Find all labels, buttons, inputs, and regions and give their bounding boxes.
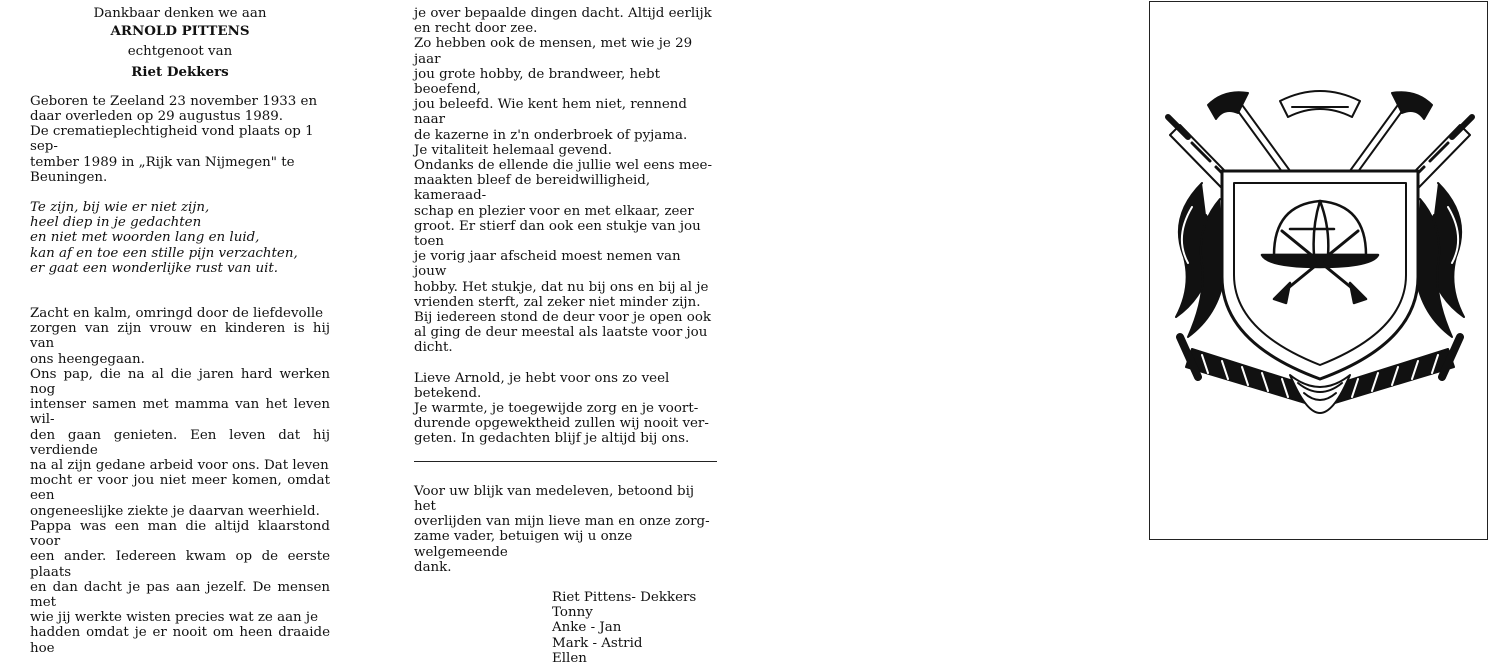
text-line: een ander. Iedereen kwam op de eerste plaats bbox=[30, 549, 330, 580]
text-line: na al zijn gedane arbeid voor ons. Dat leven bbox=[30, 458, 329, 474]
text-line: durende opgewektheid zullen wij nooit ver- bbox=[414, 416, 709, 432]
text-line: intenser samen met mamma van het leven wil- bbox=[30, 397, 330, 428]
text-line: dicht. bbox=[414, 340, 453, 356]
signature-line: Ellen bbox=[552, 650, 587, 666]
text-line: en dan dacht je pas aan jezelf. De mensen met bbox=[30, 579, 330, 610]
text-line: schap en plezier voor en met elkaar, zeer bbox=[414, 203, 694, 219]
text-line: Pappa was een man die altijd klaarstond voor bbox=[30, 518, 330, 550]
text-line: zorgen van zijn vrouw en kinderen is hij van bbox=[30, 321, 330, 352]
text-line: De crematieplechtigheid vond plaats op 1 sep- bbox=[30, 124, 314, 155]
text-line: Zo hebben ook de mensen, met wie je 29 jaar bbox=[414, 36, 693, 67]
text-line: je over bepaalde dingen dacht. Altijd eerlijk bbox=[414, 6, 712, 21]
text-line: Ondanks de ellende die jullie wel eens mee- bbox=[414, 158, 713, 174]
signature-line: Riet Pittens- Dekkers bbox=[552, 589, 697, 605]
poem-line: er gaat een wonderlijke rust van uit. bbox=[30, 260, 279, 276]
text-line: dank. bbox=[414, 559, 452, 575]
text-line: tember 1989 in „Rijk van Nijmegen" te bbox=[30, 154, 295, 170]
text-line: wie jij werkte wisten precies wat ze aan je bbox=[30, 610, 319, 626]
text-line: mocht er voor jou niet meer komen, omdat een bbox=[30, 473, 330, 504]
text-line: geten. In gedachten blijf je altijd bij ons. bbox=[414, 431, 690, 447]
middle-column bbox=[414, 6, 717, 666]
relation-line: echtgenoot van bbox=[127, 44, 233, 60]
signature-line: Tonny bbox=[552, 605, 593, 621]
intro-line: Dankbaar denken we aan bbox=[93, 6, 267, 21]
text-line: overlijden van mijn lieve man en onze zorg- bbox=[414, 514, 710, 530]
text-line: Ons pap, die na al die jaren hard werken nog bbox=[30, 366, 330, 398]
firefighter-helmet-crest-icon bbox=[1162, 87, 1478, 417]
text-line: Lieve Arnold, je hebt voor ons zo veel betekend. bbox=[414, 370, 670, 401]
text-line: Bij iedereen stond de deur voor je open ook bbox=[414, 310, 712, 326]
poem-line: Te zijn, bij wie er niet zijn, bbox=[30, 200, 210, 216]
tribute-text-continued bbox=[414, 6, 717, 356]
mantling-right bbox=[1416, 183, 1464, 337]
tribute-text bbox=[30, 306, 330, 656]
text-line: Geboren te Zeeland 23 november 1933 en bbox=[30, 93, 318, 109]
text-line: vrienden sterft, zal zeker niet minder zijn. bbox=[414, 294, 701, 310]
text-line: den gaan genieten. Een leven dat hij verdiende bbox=[30, 427, 330, 458]
thanks-note bbox=[414, 484, 717, 575]
memorial-poem bbox=[30, 200, 330, 276]
text-line: en recht door zee. bbox=[414, 21, 538, 37]
text-line: Beuningen. bbox=[30, 169, 108, 185]
birth-death-details bbox=[30, 94, 330, 185]
text-line: jou grote hobby, de brandweer, hebt beoefend, bbox=[414, 66, 660, 98]
poem-line: kan af en toe een stille pijn verzachten, bbox=[30, 245, 298, 261]
deceased-name: ARNOLD PITTENS bbox=[110, 23, 250, 40]
text-line: al ging de deur meestal als laatste voor jou bbox=[414, 325, 708, 341]
poem-line: en niet met woorden lang en luid, bbox=[30, 230, 260, 246]
text-line: de kazerne in z'n onderbroek of pyjama. bbox=[414, 127, 688, 143]
closing-words bbox=[414, 371, 717, 447]
text-line: ons heengegaan. bbox=[30, 351, 145, 367]
signature-line: Anke - Jan bbox=[552, 620, 622, 636]
signature-line: Mark - Astrid bbox=[552, 635, 643, 651]
text-line: Je vitaliteit helemaal gevend. bbox=[414, 142, 612, 158]
left-column bbox=[30, 6, 330, 656]
text-line: ongeneeslijke ziekte je daarvan weerhield. bbox=[30, 503, 320, 519]
emblem-card bbox=[1149, 1, 1488, 540]
text-line: hadden omdat je er nooit om heen draaide hoe bbox=[30, 625, 330, 656]
text-line: Voor uw blijk van medeleven, betoond bij het bbox=[414, 483, 695, 514]
signatures bbox=[552, 590, 717, 666]
text-line: jou beleefd. Wie kent hem niet, rennend naar bbox=[414, 97, 687, 128]
text-line: maakten bleef de bereidwilligheid, kameraad- bbox=[414, 173, 651, 204]
mantling-left bbox=[1176, 183, 1224, 337]
text-line: je vorig jaar afscheid moest nemen van jouw bbox=[414, 249, 681, 280]
text-line: zame vader, betuigen wij u onze welgemeende bbox=[414, 529, 633, 560]
text-line: groot. Er stierf dan ook een stukje van jou toen bbox=[414, 218, 701, 250]
spouse-name: Riet Dekkers bbox=[131, 63, 229, 80]
divider bbox=[414, 461, 717, 462]
text-line: daar overleden op 29 augustus 1989. bbox=[30, 109, 284, 125]
poem-line: heel diep in je gedachten bbox=[30, 215, 202, 231]
text-line: Je warmte, je toegewijde zorg en je voort- bbox=[414, 401, 699, 417]
text-line: hobby. Het stukje, dat nu bij ons en bij al je bbox=[414, 279, 709, 295]
text-line: Zacht en kalm, omringd door de liefdevolle bbox=[30, 306, 324, 322]
